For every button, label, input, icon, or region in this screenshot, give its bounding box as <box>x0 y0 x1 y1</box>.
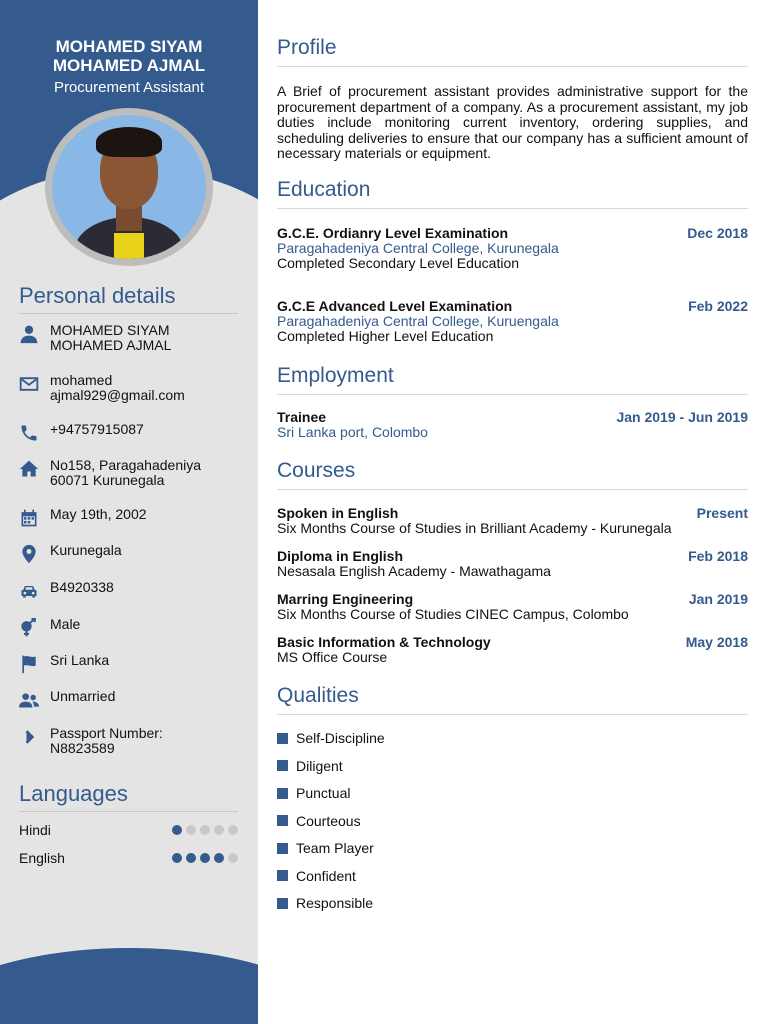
location-pin-icon <box>18 543 40 565</box>
profile-heading: Profile <box>277 36 748 67</box>
language-name: English <box>19 850 65 866</box>
education-school: Paragahadeniya Central College, Kurunegala <box>277 240 559 256</box>
square-bullet-icon <box>277 733 288 744</box>
course-title: Marring Engineering <box>277 591 414 607</box>
personal-detail-text: Passport Number: N8823589 <box>50 725 163 756</box>
personal-detail-item <box>0 689 258 729</box>
quality-item <box>277 839 374 857</box>
language-level-dots <box>172 825 238 835</box>
education-entry <box>277 226 748 271</box>
personal-detail-item <box>0 507 258 547</box>
employment-date: Jan 2019 - Jun 2019 <box>616 409 748 425</box>
course-description: MS Office Course <box>277 649 388 665</box>
quality-item <box>277 729 385 747</box>
people-icon <box>18 689 40 711</box>
square-bullet-icon <box>277 788 288 799</box>
quality-item <box>277 757 343 775</box>
level-dot <box>228 825 238 835</box>
course-description: Six Months Course of Studies CINEC Campus, Colombo <box>277 606 629 622</box>
personal-detail-text: Unmarried <box>50 688 116 704</box>
quality-item <box>277 867 356 885</box>
course-entry <box>277 592 748 622</box>
course-date: May 2018 <box>685 634 748 650</box>
personal-detail-item <box>0 422 258 462</box>
language-name: Hindi <box>19 822 51 838</box>
education-title: G.C.E Advanced Level Examination <box>277 298 513 314</box>
personal-detail-item <box>0 580 258 620</box>
level-dot <box>214 825 224 835</box>
level-dot <box>200 825 210 835</box>
employment-entry <box>277 410 748 440</box>
level-dot <box>186 825 196 835</box>
personal-detail-item <box>0 323 258 363</box>
square-bullet-icon <box>277 870 288 881</box>
quality-text: Punctual <box>296 785 351 801</box>
job-title: Procurement Assistant <box>53 79 205 96</box>
sidebar <box>0 0 258 1024</box>
personal-detail-item <box>0 458 258 498</box>
course-description: Nesasala English Academy - Mawathagama <box>277 563 551 579</box>
course-title: Spoken in English <box>277 505 399 521</box>
education-school: Paragahadeniya Central College, Kuruengala <box>277 313 559 329</box>
level-dot <box>214 853 224 863</box>
personal-detail-text: MOHAMED SIYAM MOHAMED AJMAL <box>50 322 172 353</box>
education-date: Dec 2018 <box>687 225 748 241</box>
candidate-name: MOHAMED SIYAM MOHAMED AJMAL <box>52 37 206 75</box>
language-level-dots <box>172 853 238 863</box>
gender-icon <box>18 617 40 639</box>
course-entry <box>277 635 748 665</box>
personal-detail-item <box>0 653 258 693</box>
education-date: Feb 2022 <box>688 298 748 314</box>
quality-text: Responsible <box>296 895 374 911</box>
quality-item <box>277 812 361 830</box>
chevron-right-icon <box>18 726 40 748</box>
personal-detail-text: +94757915087 <box>50 421 144 437</box>
education-heading: Education <box>277 178 748 209</box>
quality-item <box>277 894 373 912</box>
profile-photo <box>52 115 206 259</box>
language-item <box>19 850 238 868</box>
profile-text: A Brief of procurement assistant provides administrative support for the procurement department of a company. As a procurement assistant, my job duties include monitoring current inventory, ordering supplies, and scheduling deliveries to ensure that our company has a sufficient amount of necessary materials or equipment. <box>277 83 748 162</box>
employment-title: Trainee <box>277 409 327 425</box>
education-entry <box>277 299 748 344</box>
employment-heading: Employment <box>277 364 748 395</box>
employment-place: Sri Lanka port, Colombo <box>277 424 428 440</box>
course-entry <box>277 506 748 536</box>
personal-detail-item <box>0 617 258 657</box>
language-item <box>19 822 238 840</box>
personal-detail-text: No158, Paragahadeniya 60071 Kurunegala <box>50 457 202 488</box>
course-date: Present <box>696 505 748 521</box>
course-description: Six Months Course of Studies in Brilliant Academy - Kurunegala <box>277 520 672 536</box>
course-entry <box>277 549 748 579</box>
quality-text: Courteous <box>296 812 361 829</box>
quality-text: Self-Discipline <box>296 730 385 746</box>
level-dot <box>172 825 182 835</box>
square-bullet-icon <box>277 898 288 909</box>
person-icon <box>18 323 40 345</box>
course-title: Basic Information & Technology <box>277 634 491 650</box>
level-dot <box>200 853 210 863</box>
education-title: G.C.E. Ordianry Level Examination <box>277 225 509 241</box>
square-bullet-icon <box>277 815 288 826</box>
personal-details-heading: Personal details <box>19 283 238 314</box>
personal-detail-item <box>0 373 258 413</box>
home-icon <box>18 458 40 480</box>
quality-text: Confident <box>296 867 356 884</box>
square-bullet-icon <box>277 843 288 854</box>
sidebar-footer-curve <box>0 948 258 1024</box>
level-dot <box>186 853 196 863</box>
personal-detail-item <box>0 726 258 766</box>
course-title: Diploma in English <box>277 548 404 564</box>
personal-detail-text: Male <box>50 616 81 632</box>
course-date: Feb 2018 <box>688 548 748 564</box>
personal-detail-item <box>0 543 258 583</box>
level-dot <box>172 853 182 863</box>
personal-detail-text: mohamed ajmal929@gmail.com <box>50 372 185 403</box>
envelope-icon <box>18 373 40 395</box>
quality-text: Diligent <box>296 757 343 774</box>
education-description: Completed Higher Level Education <box>277 328 494 344</box>
qualities-heading: Qualities <box>277 684 748 715</box>
education-description: Completed Secondary Level Education <box>277 255 520 271</box>
courses-heading: Courses <box>277 459 748 490</box>
quality-item <box>277 784 350 802</box>
level-dot <box>228 853 238 863</box>
quality-text: Team Player <box>296 840 374 856</box>
calendar-icon <box>18 507 40 529</box>
phone-icon <box>18 422 40 444</box>
car-icon <box>18 580 40 602</box>
flag-icon <box>18 653 40 675</box>
square-bullet-icon <box>277 760 288 771</box>
personal-detail-text: May 19th, 2002 <box>50 506 147 522</box>
personal-detail-text: Kurunegala <box>50 542 122 558</box>
personal-detail-text: Sri Lanka <box>50 652 110 668</box>
languages-heading: Languages <box>19 781 238 812</box>
course-date: Jan 2019 <box>688 591 748 607</box>
personal-detail-text: B4920338 <box>50 579 114 595</box>
